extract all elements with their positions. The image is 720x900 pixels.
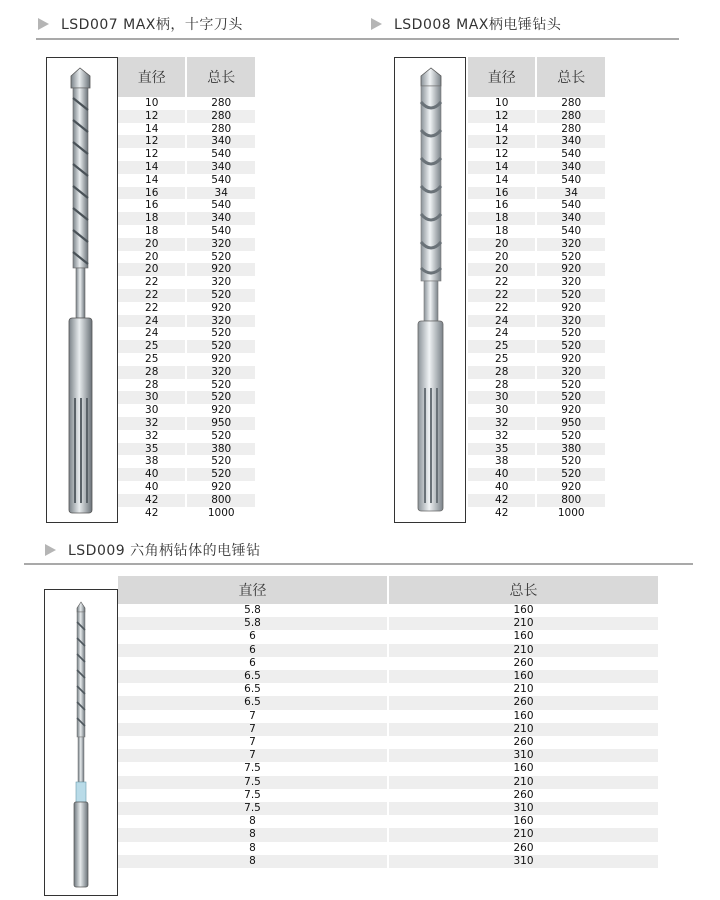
length-cell: 800	[537, 494, 605, 507]
diameter-cell: 8	[118, 855, 387, 868]
diameter-cell: 10	[468, 97, 535, 110]
length-cell: 540	[187, 199, 255, 212]
length-header: 总长	[187, 57, 255, 97]
diameter-cell: 6	[118, 657, 387, 670]
triangle-right-icon	[45, 544, 56, 556]
diameter-cell: 7	[118, 749, 387, 762]
table-row	[118, 379, 255, 392]
length-cell: 260	[389, 736, 658, 749]
diameter-cell: 12	[468, 110, 535, 123]
table-row	[118, 289, 255, 302]
table-row	[468, 507, 605, 520]
diameter-cell: 24	[468, 327, 535, 340]
length-cell: 280	[187, 123, 255, 136]
diameter-cell: 18	[118, 225, 185, 238]
lsd007-product-image	[46, 57, 118, 523]
table-row	[468, 276, 605, 289]
length-cell: 520	[187, 430, 255, 443]
table-row	[118, 417, 255, 430]
length-cell: 920	[537, 404, 605, 417]
diameter-cell: 7.5	[118, 802, 387, 815]
diameter-cell: 6.5	[118, 670, 387, 683]
table-row	[468, 430, 605, 443]
length-cell: 310	[389, 749, 658, 762]
table-row	[468, 379, 605, 392]
table-row	[468, 263, 605, 276]
length-cell: 540	[187, 225, 255, 238]
length-cell: 540	[537, 225, 605, 238]
length-cell: 210	[389, 644, 658, 657]
table-row	[118, 855, 658, 868]
table-row	[118, 174, 255, 187]
diameter-cell: 12	[468, 148, 535, 161]
length-cell: 520	[537, 379, 605, 392]
diameter-cell: 6	[118, 644, 387, 657]
table-row	[468, 494, 605, 507]
length-cell: 260	[389, 696, 658, 709]
length-cell: 260	[389, 789, 658, 802]
length-cell: 160	[389, 604, 658, 617]
table-row	[118, 212, 255, 225]
table-row	[118, 828, 658, 841]
length-cell: 280	[187, 110, 255, 123]
lsd007-rows	[118, 97, 255, 519]
diameter-cell: 8	[118, 828, 387, 841]
table-row	[118, 263, 255, 276]
diameter-cell: 7	[118, 736, 387, 749]
table-row	[468, 315, 605, 328]
diameter-cell: 22	[468, 302, 535, 315]
diameter-cell: 20	[468, 238, 535, 251]
table-row	[118, 123, 255, 136]
diameter-cell: 42	[468, 494, 535, 507]
diameter-cell: 22	[118, 302, 185, 315]
length-cell: 210	[389, 683, 658, 696]
length-cell: 320	[537, 315, 605, 328]
length-cell: 920	[537, 263, 605, 276]
table-row	[468, 251, 605, 264]
table-row	[118, 135, 255, 148]
diameter-cell: 28	[118, 366, 185, 379]
table-row	[118, 762, 658, 775]
table-row	[118, 276, 255, 289]
diameter-cell: 20	[118, 263, 185, 276]
table-row	[468, 123, 605, 136]
table-row	[118, 148, 255, 161]
table-row	[118, 430, 255, 443]
length-cell: 920	[187, 263, 255, 276]
section1-heading	[38, 14, 243, 34]
table-row	[468, 187, 605, 200]
table-row	[118, 815, 658, 828]
length-cell: 520	[187, 455, 255, 468]
lsd008-spec-table	[468, 57, 605, 519]
length-header: 总长	[537, 57, 605, 97]
length-cell: 320	[187, 238, 255, 251]
table-row	[468, 468, 605, 481]
diameter-cell: 22	[468, 289, 535, 302]
diameter-cell: 30	[118, 404, 185, 417]
length-cell: 340	[537, 135, 605, 148]
length-cell: 340	[187, 212, 255, 225]
length-cell: 320	[187, 315, 255, 328]
diameter-header: 直径	[468, 57, 535, 97]
lsd008-product-image	[394, 57, 466, 523]
table-row	[118, 481, 255, 494]
diameter-cell: 7	[118, 710, 387, 723]
diameter-cell: 12	[118, 135, 185, 148]
table-row	[468, 455, 605, 468]
triangle-right-icon	[371, 18, 382, 30]
length-cell: 950	[537, 417, 605, 430]
length-cell: 920	[187, 404, 255, 417]
diameter-cell: 14	[118, 174, 185, 187]
diameter-cell: 20	[468, 251, 535, 264]
length-cell: 920	[537, 353, 605, 366]
drill-bit-icon	[47, 58, 117, 522]
length-cell: 520	[537, 430, 605, 443]
diameter-cell: 32	[468, 430, 535, 443]
length-cell: 340	[537, 212, 605, 225]
length-cell: 340	[537, 161, 605, 174]
section3-heading	[45, 540, 261, 560]
diameter-cell: 22	[118, 276, 185, 289]
diameter-cell: 18	[468, 225, 535, 238]
table-row	[118, 657, 658, 670]
length-cell: 320	[187, 366, 255, 379]
length-cell: 520	[187, 289, 255, 302]
length-cell: 380	[187, 443, 255, 456]
length-cell: 210	[389, 776, 658, 789]
table-row	[118, 404, 255, 417]
length-cell: 920	[537, 481, 605, 494]
diameter-cell: 6.5	[118, 683, 387, 696]
table-row	[118, 723, 658, 736]
diameter-cell: 40	[468, 481, 535, 494]
table-row	[118, 161, 255, 174]
table-row	[118, 187, 255, 200]
length-cell: 540	[187, 148, 255, 161]
length-cell: 540	[537, 174, 605, 187]
table-row	[118, 507, 255, 520]
diameter-cell: 35	[468, 443, 535, 456]
length-cell: 260	[389, 842, 658, 855]
length-cell: 1000	[187, 507, 255, 520]
section3-title: LSD009 六角柄钻体的电锤钻	[68, 543, 261, 559]
length-cell: 160	[389, 630, 658, 643]
length-cell: 160	[389, 815, 658, 828]
table-row	[118, 696, 658, 709]
table-row	[468, 443, 605, 456]
length-cell: 260	[389, 657, 658, 670]
table-row	[118, 842, 658, 855]
diameter-cell: 42	[118, 494, 185, 507]
table-row	[118, 302, 255, 315]
table-row	[118, 776, 658, 789]
lsd009-product-image	[44, 589, 118, 896]
length-cell: 520	[537, 251, 605, 264]
length-cell: 320	[187, 276, 255, 289]
drill-bit-icon	[395, 58, 465, 522]
length-cell: 920	[537, 302, 605, 315]
length-cell: 540	[187, 174, 255, 187]
diameter-cell: 20	[468, 263, 535, 276]
length-cell: 320	[537, 238, 605, 251]
length-cell: 520	[537, 455, 605, 468]
table-row	[468, 135, 605, 148]
table-row	[118, 455, 255, 468]
table-row	[118, 391, 255, 404]
table-row	[118, 710, 658, 723]
diameter-cell: 8	[118, 815, 387, 828]
diameter-cell: 25	[118, 340, 185, 353]
table-row	[118, 443, 255, 456]
section2-title: LSD008 MAX柄电锤钻头	[394, 17, 562, 33]
table-row	[118, 789, 658, 802]
drill-bit-icon	[45, 590, 117, 895]
table-row	[118, 315, 255, 328]
table-row	[118, 683, 658, 696]
table-row	[118, 199, 255, 212]
table-row	[468, 97, 605, 110]
diameter-cell: 30	[468, 391, 535, 404]
diameter-cell: 7.5	[118, 789, 387, 802]
diameter-cell: 28	[118, 379, 185, 392]
diameter-cell: 16	[468, 199, 535, 212]
table-row	[118, 353, 255, 366]
length-cell: 540	[537, 148, 605, 161]
table-row	[118, 494, 255, 507]
length-cell: 34	[537, 187, 605, 200]
length-cell: 160	[389, 670, 658, 683]
length-cell: 310	[389, 802, 658, 815]
diameter-cell: 22	[118, 289, 185, 302]
length-cell: 540	[537, 199, 605, 212]
diameter-cell: 30	[468, 404, 535, 417]
length-cell: 520	[187, 468, 255, 481]
table-row	[468, 225, 605, 238]
diameter-cell: 14	[118, 161, 185, 174]
diameter-cell: 16	[118, 199, 185, 212]
length-cell: 520	[537, 391, 605, 404]
length-cell: 920	[187, 353, 255, 366]
length-cell: 950	[187, 417, 255, 430]
length-cell: 160	[389, 762, 658, 775]
diameter-cell: 25	[468, 340, 535, 353]
table-row	[118, 366, 255, 379]
diameter-cell: 12	[118, 110, 185, 123]
diameter-cell: 24	[468, 315, 535, 328]
table-row	[468, 212, 605, 225]
table-row	[118, 468, 255, 481]
length-cell: 210	[389, 617, 658, 630]
diameter-cell: 32	[118, 430, 185, 443]
lsd009-rows	[118, 604, 658, 868]
table-row	[118, 736, 658, 749]
diameter-cell: 14	[118, 123, 185, 136]
table-row	[468, 481, 605, 494]
diameter-cell: 16	[468, 187, 535, 200]
length-cell: 280	[537, 110, 605, 123]
table-row	[118, 749, 658, 762]
table-row	[118, 225, 255, 238]
diameter-cell: 14	[468, 174, 535, 187]
table-row	[468, 302, 605, 315]
diameter-cell: 32	[468, 417, 535, 430]
length-cell: 320	[537, 366, 605, 379]
table-row	[118, 327, 255, 340]
diameter-cell: 7.5	[118, 776, 387, 789]
table-row	[118, 670, 658, 683]
table-row	[468, 353, 605, 366]
lsd008-rows	[468, 97, 605, 519]
lsd009-spec-table	[118, 576, 658, 868]
diameter-cell: 20	[118, 238, 185, 251]
diameter-cell: 40	[118, 481, 185, 494]
table-row	[468, 391, 605, 404]
table-row	[468, 110, 605, 123]
length-cell: 340	[187, 161, 255, 174]
length-cell: 520	[537, 327, 605, 340]
length-header: 总长	[389, 576, 658, 604]
top-divider	[36, 38, 679, 40]
length-cell: 34	[187, 187, 255, 200]
diameter-header: 直径	[118, 57, 185, 97]
diameter-cell: 40	[118, 468, 185, 481]
length-cell: 210	[389, 828, 658, 841]
diameter-cell: 28	[468, 366, 535, 379]
length-cell: 1000	[537, 507, 605, 520]
table-row	[468, 340, 605, 353]
diameter-cell: 16	[118, 187, 185, 200]
diameter-cell: 10	[118, 97, 185, 110]
section2-heading	[371, 14, 561, 34]
diameter-cell: 30	[118, 391, 185, 404]
table-row	[468, 327, 605, 340]
table-row	[118, 630, 658, 643]
length-cell: 280	[187, 97, 255, 110]
lsd007-spec-table	[118, 57, 255, 519]
table-row	[468, 161, 605, 174]
length-cell: 520	[537, 468, 605, 481]
length-cell: 800	[187, 494, 255, 507]
diameter-cell: 38	[118, 455, 185, 468]
length-cell: 520	[187, 251, 255, 264]
length-cell: 520	[187, 379, 255, 392]
length-cell: 520	[187, 327, 255, 340]
diameter-header: 直径	[118, 576, 387, 604]
table-row	[468, 199, 605, 212]
length-cell: 340	[187, 135, 255, 148]
table-row	[468, 404, 605, 417]
diameter-cell: 14	[468, 123, 535, 136]
table-row	[118, 644, 658, 657]
middle-divider	[24, 563, 693, 565]
diameter-cell: 38	[468, 455, 535, 468]
length-cell: 280	[537, 97, 605, 110]
diameter-cell: 7.5	[118, 762, 387, 775]
diameter-cell: 24	[118, 327, 185, 340]
length-cell: 520	[537, 289, 605, 302]
diameter-cell: 28	[468, 379, 535, 392]
table-row	[118, 617, 658, 630]
diameter-cell: 5.8	[118, 617, 387, 630]
length-cell: 380	[537, 443, 605, 456]
triangle-right-icon	[38, 18, 49, 30]
diameter-cell: 42	[118, 507, 185, 520]
table-row	[118, 340, 255, 353]
diameter-cell: 22	[468, 276, 535, 289]
table-row	[118, 802, 658, 815]
table-row	[118, 238, 255, 251]
length-cell: 920	[187, 302, 255, 315]
diameter-cell: 14	[468, 161, 535, 174]
length-cell: 920	[187, 481, 255, 494]
diameter-cell: 6.5	[118, 696, 387, 709]
table-row	[468, 366, 605, 379]
diameter-cell: 7	[118, 723, 387, 736]
diameter-cell: 24	[118, 315, 185, 328]
diameter-cell: 20	[118, 251, 185, 264]
table-row	[468, 289, 605, 302]
diameter-cell: 6	[118, 630, 387, 643]
table-row	[468, 148, 605, 161]
length-cell: 160	[389, 710, 658, 723]
length-cell: 280	[537, 123, 605, 136]
length-cell: 320	[537, 276, 605, 289]
length-cell: 310	[389, 855, 658, 868]
table-row	[468, 238, 605, 251]
length-cell: 210	[389, 723, 658, 736]
table-row	[118, 97, 255, 110]
diameter-cell: 25	[468, 353, 535, 366]
length-cell: 520	[187, 340, 255, 353]
diameter-cell: 5.8	[118, 604, 387, 617]
diameter-cell: 25	[118, 353, 185, 366]
table-row	[118, 604, 658, 617]
table-row	[118, 110, 255, 123]
table-row	[118, 251, 255, 264]
diameter-cell: 42	[468, 507, 535, 520]
diameter-cell: 35	[118, 443, 185, 456]
diameter-cell: 40	[468, 468, 535, 481]
length-cell: 520	[537, 340, 605, 353]
table-row	[468, 174, 605, 187]
diameter-cell: 12	[118, 148, 185, 161]
diameter-cell: 12	[468, 135, 535, 148]
table-row	[468, 417, 605, 430]
diameter-cell: 18	[118, 212, 185, 225]
diameter-cell: 8	[118, 842, 387, 855]
diameter-cell: 32	[118, 417, 185, 430]
diameter-cell: 18	[468, 212, 535, 225]
section1-title: LSD007 MAX柄，十字刀头	[61, 17, 243, 33]
length-cell: 520	[187, 391, 255, 404]
